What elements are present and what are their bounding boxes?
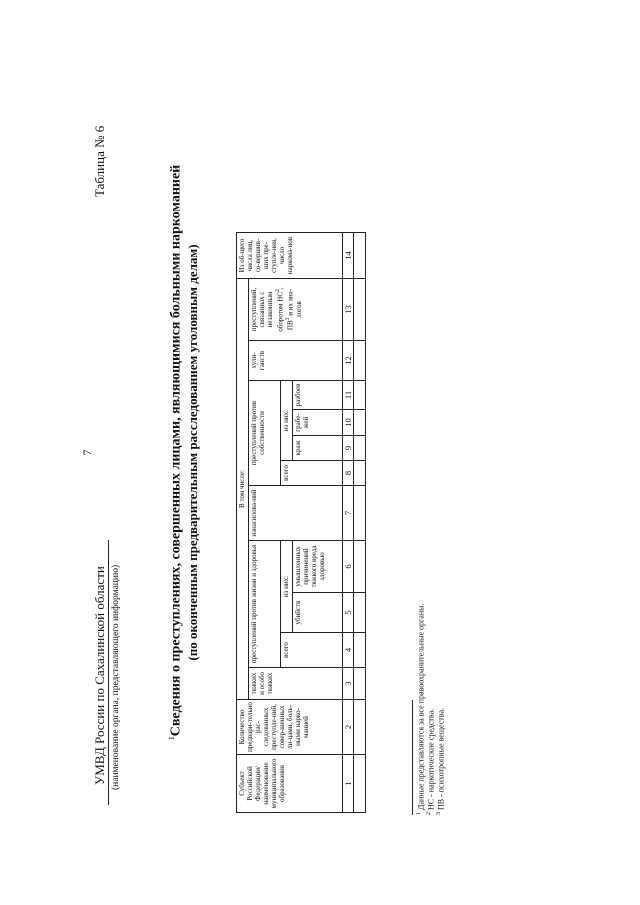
footnote-separator [412, 700, 413, 815]
statistics-table [236, 232, 366, 813]
header-subject: Субъект Российской Федерации/ наименование муниципального образования [237, 755, 343, 813]
column-number: 13 [343, 279, 354, 341]
header-property-of-them: из них: [281, 381, 293, 461]
title-line-1: Сведения о преступлениях, совершенных лицами, являющимися больными наркоманией [168, 164, 184, 737]
table-subtitle: (по оконченным предварительным расследованием уголовным делам) [185, 244, 200, 661]
column-number: 2 [343, 700, 354, 755]
header-drug-crimes: преступлений, связанных с незаконным оборотом $НС^2$, $ПВ^3$ и их ана-логов [249, 279, 343, 341]
column-number: 3 [343, 668, 354, 700]
table-title [167, 0, 185, 905]
header-rape: изнасилова-ний [249, 486, 343, 541]
header-life-health: преступлений против жизни и здоровья [249, 541, 281, 668]
header-hooliganism: хули-ганств [249, 341, 343, 381]
header-assault: разбоев [293, 381, 343, 410]
header-murder: убийств [293, 593, 343, 633]
footnote-3: $^3$ ПВ - психотропные вещества. [436, 707, 446, 815]
header-theft: краж [293, 436, 343, 461]
header-robbery: грабе-жей [293, 410, 343, 436]
column-number: 4 [343, 633, 354, 668]
header-life-of-them: из них: [281, 541, 293, 633]
organization-caption: (наименование органа, представляющего информацию) [111, 564, 121, 790]
column-number: 8 [343, 461, 354, 486]
header-property: преступлений против собственности [249, 381, 281, 486]
column-number-row [343, 233, 354, 813]
page-number: 7 [80, 449, 94, 456]
table-number: Таблица № 6 [92, 125, 107, 197]
footnote-1: $^1$ Данные представляются за все правоохранительные органы. [416, 603, 426, 815]
footnote-2: $^2$ НС - наркотические средства. [426, 708, 436, 815]
column-number: 10 [343, 410, 354, 436]
column-number: 11 [343, 381, 354, 410]
header-property-total: всего [281, 461, 343, 486]
column-number: 7 [343, 486, 354, 541]
header-total-crimes: Количество предвари-тельно рас-следованных преступле-ний, совер-шенных ли-цами, боль-ными нарко-манией [237, 700, 343, 755]
column-number: 1 [343, 755, 354, 813]
column-number: 5 [343, 593, 354, 633]
header-grievous-harm: умышленных причинений тяжкого вреда здоровью [293, 541, 343, 593]
header-in-total: В том числе: [237, 279, 249, 700]
organization-name: УМВД России по Сахалинской области [92, 566, 107, 785]
header-addicts: Из об-щего числа лиц, со-вершив-ших пре-ступле-ния, число наркома-нов [237, 233, 343, 279]
data-row [354, 233, 366, 813]
title-footnote-mark: 1 [167, 736, 176, 741]
organization-underline [108, 540, 109, 805]
column-number: 14 [343, 233, 354, 279]
header-life-total: всего [281, 633, 343, 668]
header-grave: тяжких и особо тяжких [249, 668, 343, 700]
column-number: 6 [343, 541, 354, 593]
column-number: 9 [343, 436, 354, 461]
column-number: 12 [343, 341, 354, 381]
